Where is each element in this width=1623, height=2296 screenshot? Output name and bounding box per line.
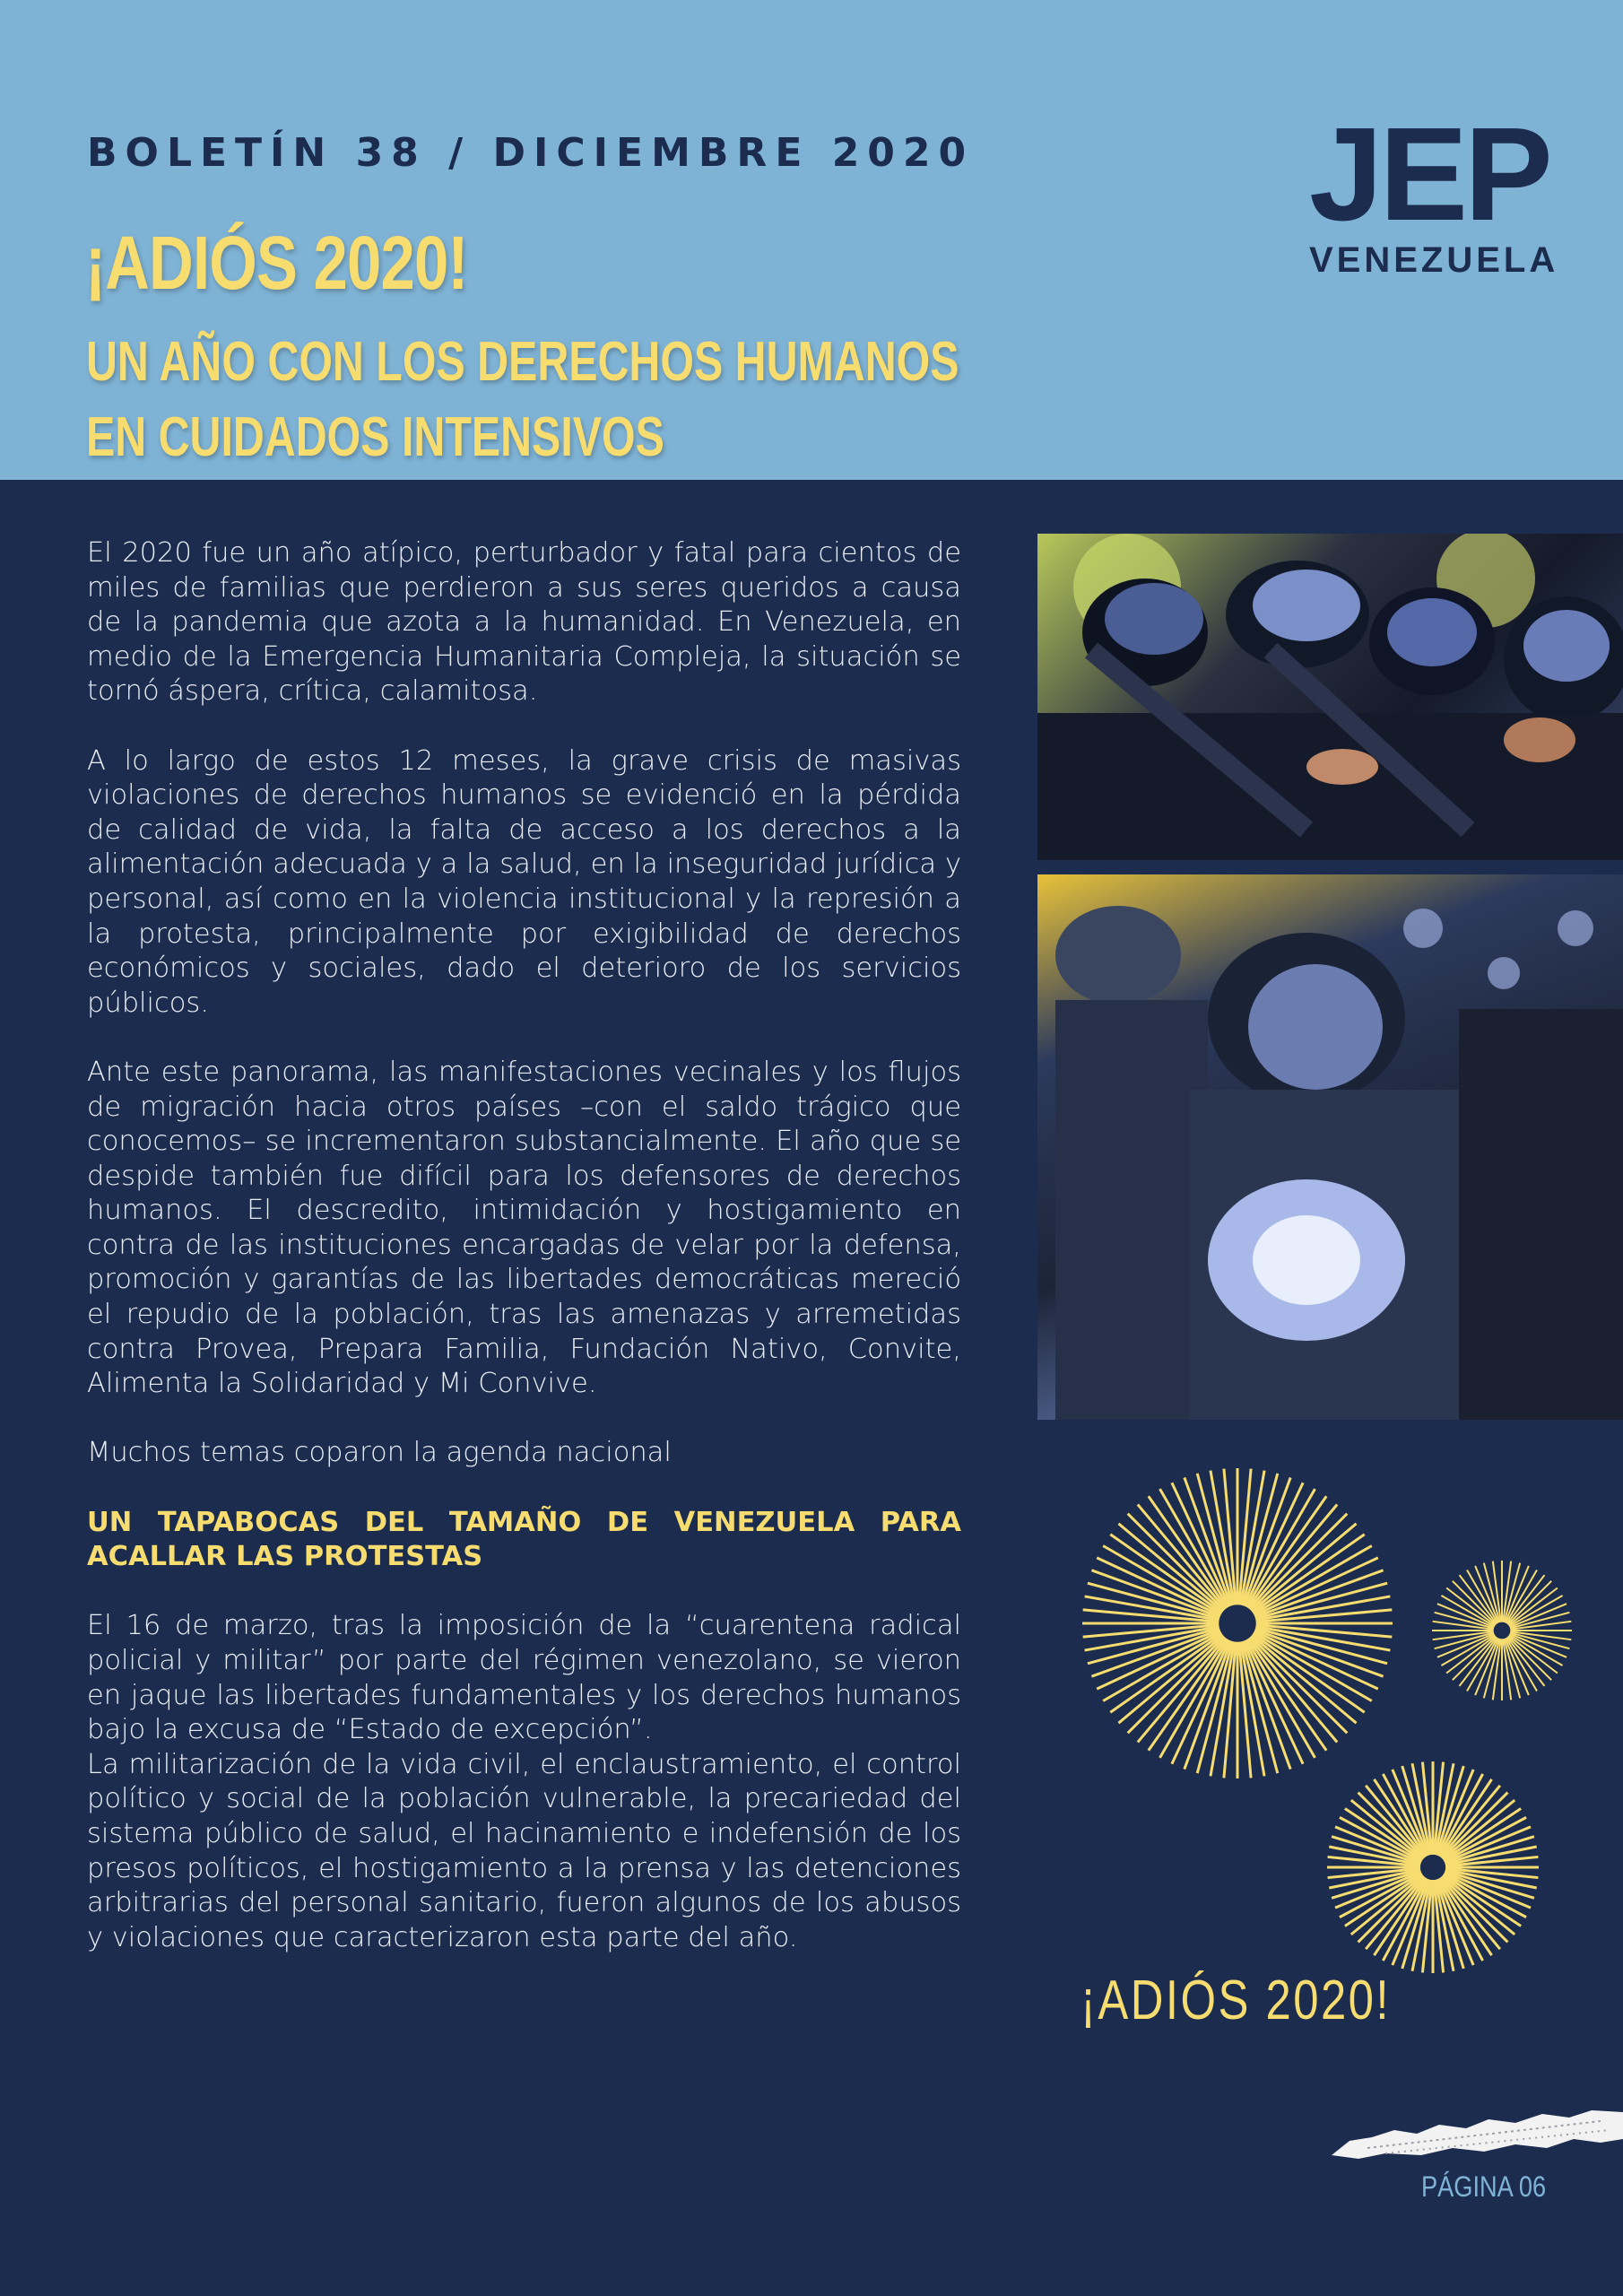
article-paragraph: La militarización de la vida civil, el enclaustramiento, el control político y social de la población vulnerable, la precariedad del sistema público de salud, el hacinamiento e indefensión de los presos políticos, el hostigamiento a la prensa y las detenciones arbitrarias del personal sanitario, fueron algunos de los abusos y violaciones que caracterizaron esta parte del año. — [87, 1748, 961, 1953]
torn-paper-graphic — [1332, 2103, 1623, 2166]
riot-police-illustration — [1037, 534, 1623, 860]
subtitle-line: EN CUIDADOS INTENSIVOS — [86, 406, 664, 468]
article-paragraph: Muchos temas coparon la agenda nacional — [87, 1437, 672, 1469]
page-number: PÁGINA 06 — [1421, 2170, 1547, 2203]
jep-logo — [1309, 100, 1559, 281]
section-heading: UN TAPABOCAS DEL TAMAÑO DE VENEZUELA PARA ACALLAR LAS PROTESTAS — [87, 1506, 961, 1573]
article-paragraph: A lo largo de estos 12 meses, la grave crisis de masivas violaciones de derechos humanos se evidenció en la pérdida de calidad de vida, la falta de acceso a los derechos a la alimentación adecuada y a la salud, en la inseguridad jurídica y personal, así como en la violencia institucional y la represión a la protesta, principalmente por exigibilidad de derechos económicos y sociales, dado el deterioro de los servicios públicos. — [87, 744, 961, 1019]
header-band — [0, 0, 1623, 480]
logo-subtitle: VENEZUELA — [1309, 240, 1559, 280]
soldiers-illustration — [1037, 874, 1623, 1420]
logo-mark: JEP — [1309, 100, 1549, 248]
article-body — [87, 536, 961, 1955]
article-paragraph: El 16 de marzo, tras la imposición de la “cuarentena radical policial y militar” por parte del régimen venezolano, se vieron en jaque las libertades fundamentales y los derechos humanos bajo la excusa de “Estado de excepción”. — [87, 1610, 961, 1746]
subtitle-line: UN AÑO CON LOS DERECHOS HUMANOS — [86, 331, 959, 393]
riot-police-photo — [1037, 534, 1623, 860]
article-paragraph: El 2020 fue un año atípico, perturbador y fatal para cientos de miles de familias que perdieron a sus seres queridos a causa de la pandemia que azota a la humanidad. En Venezuela, en medio de la Emergencia Humanitaria Compleja, la situación se tornó áspera, crítica, calamitosa. — [87, 537, 961, 708]
page-title: ¡ADIÓS 2020! — [85, 221, 468, 305]
firework-medium — [1325, 1760, 1541, 1975]
page-subtitle — [86, 325, 959, 475]
farewell-caption: ¡ADIÓS 2020! — [1081, 1970, 1392, 2031]
bulletin-label: BOLETÍN 38 / DICIEMBRE 2020 — [87, 130, 975, 176]
firework-small — [1430, 1559, 1574, 1702]
soldiers-photo — [1037, 874, 1623, 1420]
article-paragraph: Ante este panorama, las manifestaciones vecinales y los flujos de migración hacia otros países –con el saldo trágico que conocemos– se incrementaron substancialmente. El año que se despide también fue difícil para los defensores de derechos humanos. El descredito, intimidación y hostigamiento en contra de las instituciones encargadas de velar por la defensa, promoción y garantías de las libertades democráticas mereció el repudio de la población, tras las amenazas y arremetidas contra Provea, Prepara Familia, Fundación Nativo, Convite, Alimenta la Solidaridad y Mi Convive. — [87, 1056, 961, 1400]
firework-large — [1081, 1466, 1394, 1780]
